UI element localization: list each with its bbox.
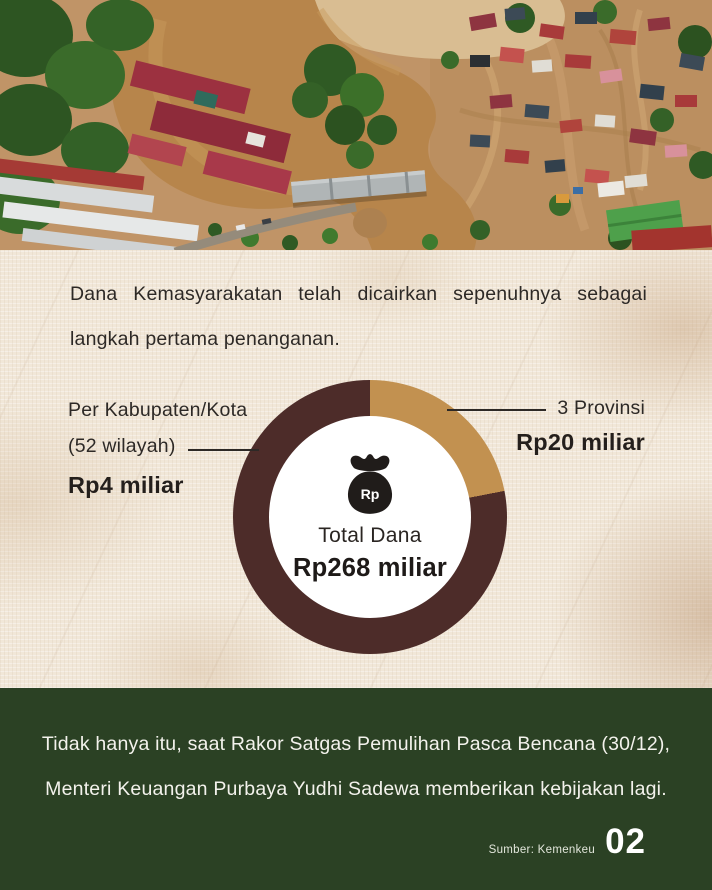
callout-kabupaten-line2: (52 wilayah) xyxy=(68,435,176,457)
callout-provinsi xyxy=(516,397,645,456)
content-section xyxy=(0,250,712,688)
page-number: 02 xyxy=(605,822,646,861)
callout-kabupaten-leader-line xyxy=(188,449,259,451)
footer-line-2: Menteri Keuangan Purbaya Yudhi Sadewa memberikan kebijakan lagi. xyxy=(45,778,667,800)
footer-line-1: Tidak hanya itu, saat Rakor Satgas Pemulihan Pasca Bencana (30/12), xyxy=(41,733,671,755)
intro-paragraph xyxy=(70,272,647,362)
total-dana-value: Rp268 miliar xyxy=(292,554,448,582)
callout-kabupaten-line1: Per Kabupaten/Kota xyxy=(68,399,248,421)
footer-paragraph xyxy=(0,688,712,812)
flood-aerial-photo xyxy=(0,0,712,250)
intro-line-2: langkah pertama penanganan. xyxy=(70,328,340,350)
intro-line-1: Dana Kemasyarakatan telah dicairkan sepenuhnya sebagai xyxy=(70,283,647,305)
total-dana-label: Total Dana xyxy=(318,524,422,547)
source-row xyxy=(489,822,646,862)
callout-provinsi-leader-line xyxy=(447,409,546,411)
callout-provinsi-value: Rp20 miliar xyxy=(516,429,645,455)
callout-provinsi-label: 3 Provinsi xyxy=(557,397,645,419)
footer-section xyxy=(0,688,712,890)
source-label: Sumber: Kemenkeu xyxy=(488,844,596,856)
callout-kabupaten xyxy=(68,392,247,503)
callout-kabupaten-value: Rp4 miliar xyxy=(68,472,184,498)
money-bag-icon xyxy=(342,451,398,517)
mud-island xyxy=(353,208,387,238)
donut-center xyxy=(269,416,471,618)
bag-rp-label: Rp xyxy=(360,485,380,502)
